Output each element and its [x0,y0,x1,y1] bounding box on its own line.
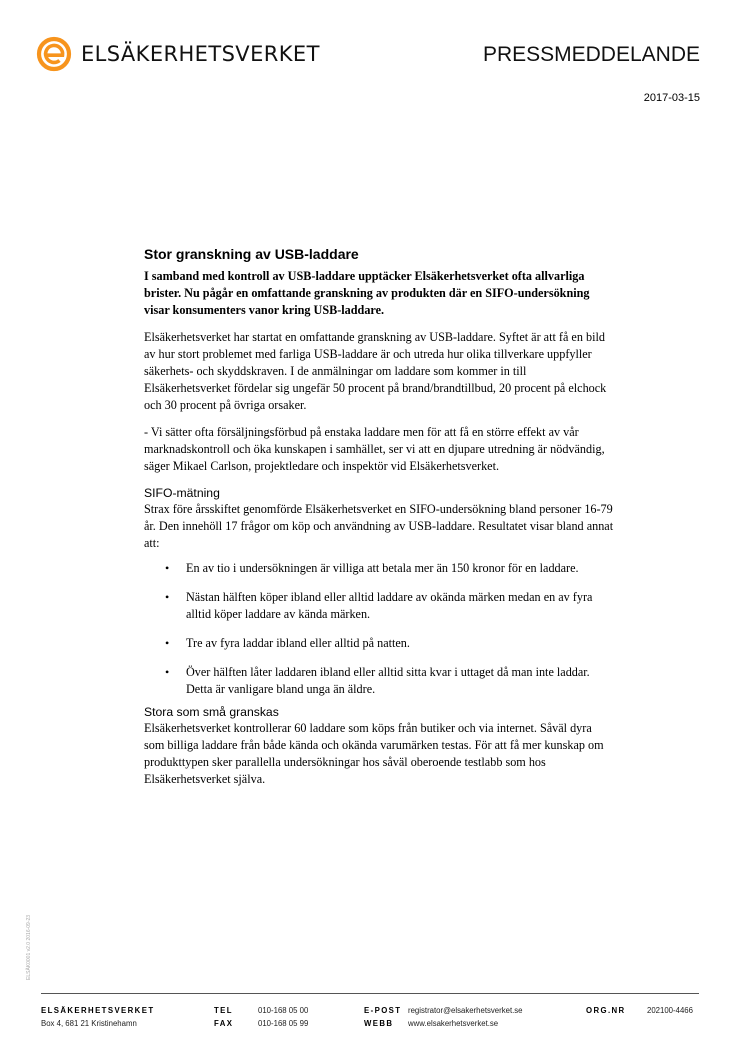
footer-contact-labels [364,1004,401,1030]
footer-email-label: E-POST [364,1006,402,1015]
footer-phone-values [258,1004,308,1030]
footer-divider [41,993,699,994]
footer-web-label: WEBB [364,1019,394,1028]
footer-org [41,1004,154,1030]
footer-address: Box 4, 681 21 Kristinehamn [41,1019,137,1028]
section-text-sifo: Strax före årsskiftet genomförde Elsäkerhetsverket en SIFO-undersökning bland personer 16-79 år. Den innehöll 17 frågor om köp och användning av USB-laddare. Resultatet visar bland annat att: [144,502,614,550]
footer-orgnr-label: ORG.NR [586,1006,626,1015]
list-item: • Över hälften låter laddaren ibland eller alltid sitta kvar i uttaget då man inte laddar. Detta är vanligare bland unga än äldre. [165,665,590,696]
footer-fax-label: FAX [214,1019,234,1028]
list-item: • Nästan hälften köper ibland eller alltid laddare av okända märken medan en av fyra alltid köper laddare av kända märken. [165,590,593,621]
article [144,245,614,798]
section-heading-granskning: Stora som små granskas [144,705,279,719]
list-item: • Tre av fyra laddar ibland eller alltid på natten. [165,636,410,650]
document-version-note: ELSÄK0001 v2.0 2016-09-23 [26,914,32,980]
footer-org-name: ELSÄKERHETSVERKET [41,1006,155,1015]
logo-mark-icon [36,36,72,72]
bullet-icon: • [165,561,170,575]
footer-orgnr: 202100-4466 [647,1006,693,1015]
list-item: • En av tio i undersökningen är villiga att betala mer än 150 kronor för en laddare. [165,561,579,575]
article-lead: I samband med kontroll av USB-laddare upptäcker Elsäkerhetsverket ofta allvarliga brister. Nu pågår en omfattande granskning av produkten där en SIFO-undersökning visar konsumenters vanor kring USB-laddare. [144,269,590,317]
document-type: PRESSMEDDELANDE [482,43,700,66]
article-paragraph-2: - Vi sätter ofta försäljningsförbud på enstaka laddare men för att få en större effekt av vår marknadskontroll och öka kunskapen i samhället, ser vi att en djupare utredning är nödvändig, säger Mikael Carlson, projektledare och inspektör vid Elsäkerhetsverket. [144,425,605,473]
footer-tel-label: TEL [214,1006,233,1015]
footer-contact-values [408,1004,523,1030]
logo-text: ELSÄKERHETSVERKET [81,42,320,66]
section-heading-sifo: SIFO-mätning [144,486,220,500]
logo [36,36,320,72]
bullet-icon: • [165,636,170,650]
article-paragraph-1: Elsäkerhetsverket har startat en omfattande granskning av USB-laddare. Syftet är att få en bild av hur stort problemet med farliga USB-laddare är och utreda hur olika tillverkare uppfyller säkerhets- och skyddskraven. I de anmälningar om laddare som kommer in till Elsäkerhetsverket fördelar sig ungefär 50 procent på brand/brandtillbud, 20 procent på elchock och 30 procent på övriga orsaker. [144,330,607,412]
bullet-icon: • [165,590,170,604]
footer-email-link[interactable]: registrator@elsakerhetsverket.se [408,1006,523,1015]
footer-fax: 010-168 05 99 [258,1019,309,1028]
bullet-icon: • [165,665,170,679]
survey-results-list [144,560,614,698]
section-text-granskning: Elsäkerhetsverket kontrollerar 60 laddare som köps från butiker och via internet. Såväl dyra som billiga laddare från både kända och okända varumärken testas. För att få mer kunskap om produkttypen sker parallella undersökningar hos såväl oberoende testlabb som hos Elsäkerhetsverket själva. [144,721,604,786]
footer-tel: 010-168 05 00 [258,1006,309,1015]
footer-phone-labels [214,1004,233,1030]
release-date: 2017-03-15 [643,92,700,104]
article-title: Stor granskning av USB-laddare [144,246,359,262]
footer-web-link[interactable]: www.elsakerhetsverket.se [408,1019,499,1028]
